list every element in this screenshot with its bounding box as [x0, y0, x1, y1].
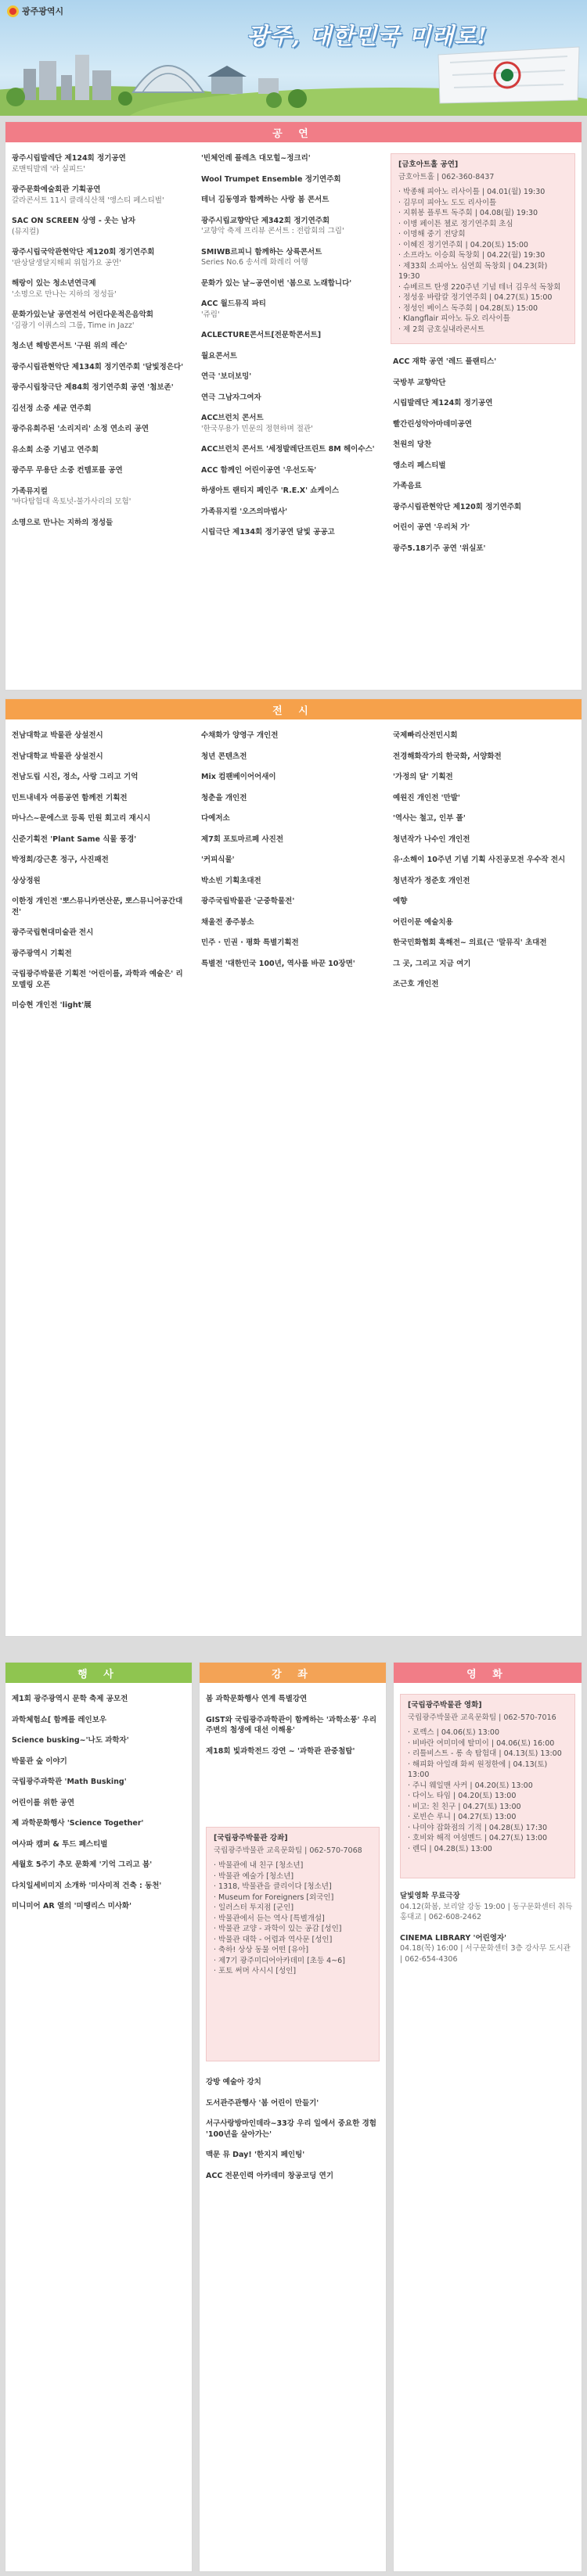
list-item[interactable]: 연극 '보더보밍' [201, 372, 252, 381]
list-item[interactable]: · 포토 써머 사시시 [성인] [214, 1966, 372, 1977]
list-item[interactable]: 청년 콘텐츠전 [201, 752, 247, 761]
list-item[interactable]: · 제 2회 금호실내라콘서트 [398, 325, 567, 335]
list-item[interactable]: · 로렉스 | 04.06(토) 13:00 [408, 1727, 567, 1738]
list-item[interactable]: 가족음료 [393, 482, 422, 490]
list-item[interactable]: 테너 김동영과 함께하는 사랑 봄 콘서트 [201, 196, 330, 204]
list-item[interactable]: 맥문 뮤 Day! '한지지 페인팅' [206, 2151, 305, 2159]
event-section [5, 1662, 193, 2572]
list-item[interactable]: 민주 · 민권 · 평화 특별기획전 [201, 938, 299, 947]
list-item[interactable]: 국립광주박물관 기획전 '어린이를, 과학과 예술은' 리모델링 오픈 [12, 970, 183, 989]
list-item[interactable]: ACC 전문인력 아카데미 창공코딩 연기 [206, 2171, 334, 2180]
exhibition-column-2 [201, 730, 377, 979]
list-item[interactable]: 김선정 소중 세균 연주회 [12, 404, 92, 413]
list-item[interactable]: · 이명해 중기 전당회 [398, 229, 567, 240]
kumho-contact: 금호아트홀 | 062-360-8437 [398, 172, 495, 181]
list-item[interactable]: 강방 예술아 강치 [206, 2078, 261, 2086]
event-column [12, 1694, 185, 1922]
list-item[interactable]: · 김무미 피아노 도도 리사이틀 [398, 198, 567, 209]
list-item[interactable]: 미승현 개인전 'light'展 [12, 1001, 92, 1010]
list-item[interactable]: 한국민화협회 흑해전~ 의료(근 '말뮤직' 초대전 [393, 938, 547, 947]
list-item[interactable]: 청년작가 나수인 개인전 [393, 834, 470, 844]
list-item[interactable]: 신준기획전 'Plant Same 식물 풍경' [12, 834, 137, 844]
list-item[interactable]: · 박물관 예술가 [청소년] [214, 1871, 372, 1882]
list-item[interactable]: 전남대학교 박물관 상설전시 [12, 731, 103, 740]
list-item[interactable]: '역사는 철고, 인부 폴' [393, 814, 466, 823]
lecture-column-2 [206, 2077, 380, 2191]
museum-movie-contact: 국립광주박물관 교육문화팀 | 062-570-7016 [408, 1713, 556, 1722]
list-item[interactable]: 세월호 5주기 추모 문화제 '기억 그리고 봄' [12, 1860, 153, 1869]
city-logo-text: 광주광역시 [22, 6, 64, 16]
exhibition-column-3 [393, 730, 574, 1000]
list-item[interactable]: · 제7기 광주미디어아카데미 [초등 4~6] [214, 1956, 372, 1967]
list-item[interactable]: CINEMA LIBRARY '어린영자' 04.18(목) 16:00 | 서구문화센터 3층 강사무 도시관 | 062-654-4306 [400, 1933, 571, 1964]
list-item[interactable]: Wool Trumpet Ensemble 정기연주회 [201, 174, 341, 184]
list-item[interactable]: 제 과학문화행사 'Science Together' [12, 1819, 144, 1828]
list-item[interactable]: 문화가 있는 날~공연이번 '봄으로 노래합니다' [201, 278, 352, 288]
list-item[interactable]: · 박종해 피아노 리사이틀 | 04.01(월) 19:30 [398, 187, 567, 198]
exhibition-section [5, 698, 582, 1637]
list-item[interactable]: 어린이문 예술치용 [393, 917, 453, 927]
performance-column-2 [201, 153, 377, 548]
list-item[interactable]: · 지휘봉 플루트 독주회 | 04.08(월) 19:30 [398, 208, 567, 219]
exhibition-column-1 [12, 730, 188, 1021]
list-item[interactable]: ACC 월드뮤직 파티 '쥬림' [201, 300, 266, 319]
list-item[interactable]: · 다이노 타임 | 04.20(토) 13:00 [408, 1791, 567, 1802]
list-item[interactable]: 월요콘서트 [201, 351, 237, 361]
event-header: 행 사 [5, 1663, 192, 1683]
lecture-header: 강 좌 [200, 1663, 386, 1683]
museum-movie-list [408, 1727, 567, 1854]
list-item[interactable]: 광주무 무용단 소중 컨템포를 공연 [12, 466, 123, 475]
list-item[interactable]: · 박물관 대학 - 어렵과 역사문 [성인] [214, 1935, 372, 1946]
list-item[interactable]: 그 곳, 그리고 지금 여기 [393, 959, 471, 968]
list-item[interactable]: 연극 그남자그여자 [201, 393, 261, 402]
list-item[interactable]: · 비고: 친 친구 | 04.27(토) 13:00 [408, 1802, 567, 1813]
list-item[interactable]: 광주시립창극단 제84회 정기연주회 공연 '첨보존' [12, 383, 174, 392]
list-item[interactable]: 국제빠리산전민시회 [393, 731, 458, 740]
list-item[interactable]: 유·소해이 10주년 기념 기획 사진공모전 우수작 전시 [393, 856, 566, 864]
list-item[interactable]: · 이혜진 정기연주회 | 04.20(토) 15:00 [398, 240, 567, 251]
list-item[interactable]: GIST와 국립광주과학관이 함께하는 '과학소풍' 우리 주변의 첨생에 대선 이해용' [206, 1715, 377, 1735]
movie-column [400, 1891, 575, 1975]
list-item[interactable]: ACC브런치 콘서트 '한국무용가 민문의 정현하며 절관' [201, 414, 313, 433]
list-item[interactable]: Mix 컴팬베이어어새이 [201, 773, 276, 781]
list-item[interactable]: 시립극단 제134회 정기공연 달빛 공공고 [201, 528, 335, 536]
list-item[interactable]: 다치일세비미지 소개하 '미사미적 건축 : 동천' [12, 1881, 162, 1890]
kumho-list [398, 187, 567, 335]
list-item[interactable]: 마나스~문에스코 등록 민원 회고리 재시시 [12, 814, 151, 823]
list-item[interactable]: · 소프라노 이승희 독창회 | 04.22(월) 19:30 [398, 250, 567, 261]
header-banner [0, 0, 587, 116]
list-item[interactable]: 제1회 광주광역시 문학 축제 공모전 [12, 1695, 128, 1703]
performance-section [5, 121, 582, 691]
kumho-art-hall-box [391, 153, 575, 344]
list-item[interactable]: 청춘을 개인전 [201, 793, 247, 802]
list-item[interactable]: · 박물관 교양 - 과학이 있는 공감 [성인] [214, 1924, 372, 1935]
museum-lecture-contact: 국립광주박물관 교육문화팀 | 062-570-7068 [214, 1846, 362, 1855]
list-item[interactable]: 달빛영화 무료극장 04.12(화봄, 보리알 강동 19:00 | 동구문화센터 취득홍대교 | 062-608-2462 [400, 1892, 573, 1921]
list-item[interactable]: · 렌디 | 04.28(토) 13:00 [408, 1844, 567, 1855]
list-item[interactable]: 앵소리 페스티벌 [393, 461, 446, 470]
list-item[interactable]: 문화가있는날 공연전석 어린다운적은음악회 '김광기 이쿼스의 그룹, Time in Jazz' [12, 310, 153, 330]
list-item[interactable]: ACC 재학 공연 '레드 플랜티스' [393, 357, 497, 366]
list-item[interactable]: · 로빈슨 루니 | 04.27(토) 13:00 [408, 1812, 567, 1823]
list-item[interactable]: 청년작가 정준호 개인전 [393, 876, 470, 885]
list-item[interactable]: ACC브런치 콘서트 '세정발레단프린트 8M 헤이수스' [201, 445, 375, 454]
list-item[interactable]: 다예저소 [201, 814, 230, 823]
list-item[interactable]: · 축하! 상상 동물 어떤 [유아] [214, 1945, 372, 1956]
list-item[interactable]: · 슈베르트 탄생 220주년 기념 테너 김우석 독창회 [398, 282, 567, 293]
list-item[interactable]: 해랑이 있는 청소년연극제 '소명으로 만나는 지하의 정성들' [12, 279, 117, 299]
list-item[interactable]: · 리틀비스트 - 롱 속 탐험대 | 04.13(토) 13:00 [408, 1749, 567, 1760]
list-item[interactable]: 서구사랑방마인데라~33강 우리 일에서 중요한 경험 '100년을 살아가는' [206, 2119, 376, 2139]
list-item[interactable]: 국방부 교향악단 [393, 378, 446, 387]
list-item[interactable]: 전경해화작가의 한국화, 서양화전 [393, 752, 502, 761]
kumho-title: [금호아트홀 공연] [398, 160, 459, 169]
list-item[interactable]: 가족뮤지컬 '오즈의마법사' [201, 507, 288, 516]
list-item[interactable]: · Klangflair 피아노 듀오 리사이틀 [398, 314, 567, 325]
list-item[interactable]: 빨간린성악아마데미공연 [393, 419, 472, 429]
list-item[interactable]: 전남도립 시진, 정소, 사랑 그리고 기억 [12, 773, 139, 781]
list-item[interactable]: 광주국립박물관 '군중학물전' [201, 897, 295, 906]
list-item[interactable]: 어린이를 위한 공연 [12, 1798, 75, 1807]
list-item[interactable]: 광주시립발레단 제124회 정기공연 로맨틱발레 '라 실피드' [12, 154, 126, 174]
list-item[interactable]: 광주시립관현악단 제120회 정기연주회 [393, 502, 522, 511]
list-item[interactable]: · 호비와 해적 여섬멘드 | 04.27(토) 13:00 [408, 1833, 567, 1844]
list-item[interactable]: 수채화가 양영구 개인전 [201, 731, 279, 740]
list-item[interactable]: 어린이 공연 '우리처 가' [393, 523, 470, 532]
performance-column-1 [12, 153, 188, 538]
museum-movie-title: [국립광주박물관 영화] [408, 1701, 482, 1710]
list-item[interactable]: · 박물관에 내 친구 [청소년] [214, 1860, 372, 1871]
list-item[interactable]: 과학체험쇼[ 함께를 레인보우 [12, 1715, 107, 1724]
list-item[interactable]: · 정성웅 바람칼 정기연주회 | 04.27(토) 15:00 [398, 292, 567, 303]
exhibition-header: 전 시 [5, 699, 582, 719]
list-item[interactable]: Science busking~'나도 과학자' [12, 1736, 129, 1745]
list-item[interactable]: 봄 과학문화행사 연계 특별강연 [206, 1695, 308, 1703]
list-item[interactable]: ACC 함께인 어린이공연 '우선도독' [201, 465, 317, 475]
list-item[interactable]: SMIWB르피니 함께하는 상륙콘서트 Series No.6 송서레 화레리 여행 [201, 247, 322, 267]
museum-lecture-list [214, 1860, 372, 1977]
museum-lecture-title: [국립광주박물관 강좌] [214, 1834, 288, 1842]
list-item[interactable]: · 해피화 아일래 화씨 원정한에 | 04.13(토) 13:00 [408, 1760, 567, 1781]
list-item[interactable]: '빈체언레 플레츠 대모힐~정크리' [201, 154, 311, 163]
list-item[interactable]: · 박물관에서 듣는 역사 [특별개설] [214, 1914, 372, 1925]
list-item[interactable]: 예향 [393, 897, 408, 906]
list-item[interactable]: · 정성인 베이스 독주회 | 04.28(토) 15:00 [398, 303, 567, 314]
list-item[interactable]: 광주시립교향악단 제342회 정기연주회 '교향악 축제 프리뷰 콘서트 : 전람회의 그림' [201, 216, 344, 235]
list-item[interactable]: 소명으로 만나는 지하의 정성들 [12, 518, 113, 527]
list-item[interactable]: 이한정 개인전 '뽀스뮤니카면산문, 뽀스뮤니어공간대전' [12, 897, 183, 917]
list-item[interactable]: '가정의 달' 기획전 [393, 773, 453, 781]
list-item[interactable]: 제18회 빛과학전드 강연 ~ '과학관 관중첨탑' [206, 1746, 355, 1756]
national-museum-movie-box [400, 1694, 575, 1878]
lecture-column [206, 1694, 380, 1767]
list-item[interactable]: 전남대학교 박물관 상설전시 [12, 752, 103, 761]
list-item[interactable]: · 제33회 소피아노 심연희 독창회 | 04.23(화) 19:30 [398, 261, 567, 282]
list-item[interactable]: 시립발레단 제124회 정기공연 [393, 399, 493, 407]
list-item[interactable]: 광주시립관현악단 제134회 정기연주회 '달빛정은다' [12, 362, 184, 371]
list-item[interactable]: SAC ON SCREEN 상영 - 웃는 남자 (뮤지컬) [12, 217, 136, 236]
list-item[interactable]: 박정희/강근혼 정구, 사진패전 [12, 856, 109, 864]
list-item[interactable]: 가족뮤지컬 '바다탐험대 옥토넛-불가사리의 모험' [12, 486, 131, 506]
list-item[interactable]: 채울전 종주봉소 [201, 917, 254, 927]
list-item[interactable]: 국립광주과학관 'Math Busking' [12, 1778, 127, 1786]
list-item[interactable]: 제7회 포토마르페 사진전 [201, 834, 283, 844]
list-item[interactable]: 광주문화예술회관 기획공연 갈라콘서트 11시 클래식산책 '앵스티 페스티벌' [12, 185, 164, 205]
list-item[interactable]: 박물관 숲 이야기 [12, 1756, 67, 1766]
skyline-illustration [0, 0, 587, 116]
list-item[interactable]: 광주5.18기주 공연 '위실포' [393, 544, 486, 553]
list-item[interactable]: · 비바란 여미미에 탈미이 | 04.06(토) 16:00 [408, 1738, 567, 1749]
national-museum-lecture-box [206, 1827, 380, 2061]
movie-section [393, 1662, 582, 2572]
performance-column-3 [393, 357, 574, 564]
movie-header: 영 화 [394, 1663, 582, 1683]
list-item[interactable]: · 주니 웨일맨 사커 | 04.20(토) 13:00 [408, 1781, 567, 1792]
list-item[interactable]: 상상정원 [12, 876, 41, 885]
list-item[interactable]: · 1318, 박물관을 클리이다 [청소년] [214, 1882, 372, 1893]
list-item[interactable]: 조근호 개인전 [393, 980, 439, 988]
list-item[interactable]: 하생아트 랜티지 페인주 'R.E.X' 쇼케이스 [201, 486, 340, 495]
list-item[interactable]: 광주시립국악관현악단 제120회 정기연주회 '판상달생달지해피 위험가요 공연' [12, 248, 155, 267]
list-item[interactable]: 미니미어 AR 열의 '미땡리스 미사화' [12, 1902, 132, 1910]
list-item[interactable]: 박소빈 기획초대전 [201, 876, 261, 885]
list-item[interactable]: · 나미야 잡화점의 기적 | 04.28(토) 17:30 [408, 1823, 567, 1834]
list-item[interactable]: ACLECTURE콘서트[전문학콘서트] [201, 331, 322, 339]
list-item[interactable]: 도서관주관행사 '봄 어린이 만들기' [206, 2098, 319, 2108]
list-item[interactable]: 여사파 캠퍼 & 투드 페스티벌 [12, 1839, 108, 1849]
lecture-section [199, 1662, 387, 2572]
list-item[interactable]: 특별전 '대한민국 100년, 역사를 바꾼 10장면' [201, 959, 355, 968]
city-slogan: 광주, 대한민국 미래로! [247, 23, 488, 49]
list-item[interactable]: · 이병 페이튼 첼로 정기연주회 초심 [398, 219, 567, 230]
list-item[interactable]: 천원의 당찬 [393, 440, 432, 449]
list-item[interactable]: 민트내네자 여름공연 함께전 기획전 [12, 793, 128, 802]
list-item[interactable]: 광주국립현대미술관 전시 [12, 928, 94, 937]
list-item[interactable]: · 일러스터 투지점 [군인] [214, 1903, 372, 1914]
list-item[interactable]: 청소년 해방콘서트 '구원 위의 레슨' [12, 342, 128, 350]
list-item[interactable]: · Museum for Foreigners [외국인] [214, 1893, 372, 1903]
performance-header: 공 연 [5, 122, 582, 142]
list-item[interactable]: 광주유희주된 '소리지리' 소정 연소리 공연 [12, 425, 149, 433]
list-item[interactable]: 유소희 소중 기념고 연주회 [12, 445, 99, 454]
list-item[interactable]: 예원진 개인전 '만발' [393, 793, 460, 802]
list-item[interactable]: '커피식물' [201, 856, 235, 864]
list-item[interactable]: 광주광역시 기획전 [12, 949, 72, 958]
